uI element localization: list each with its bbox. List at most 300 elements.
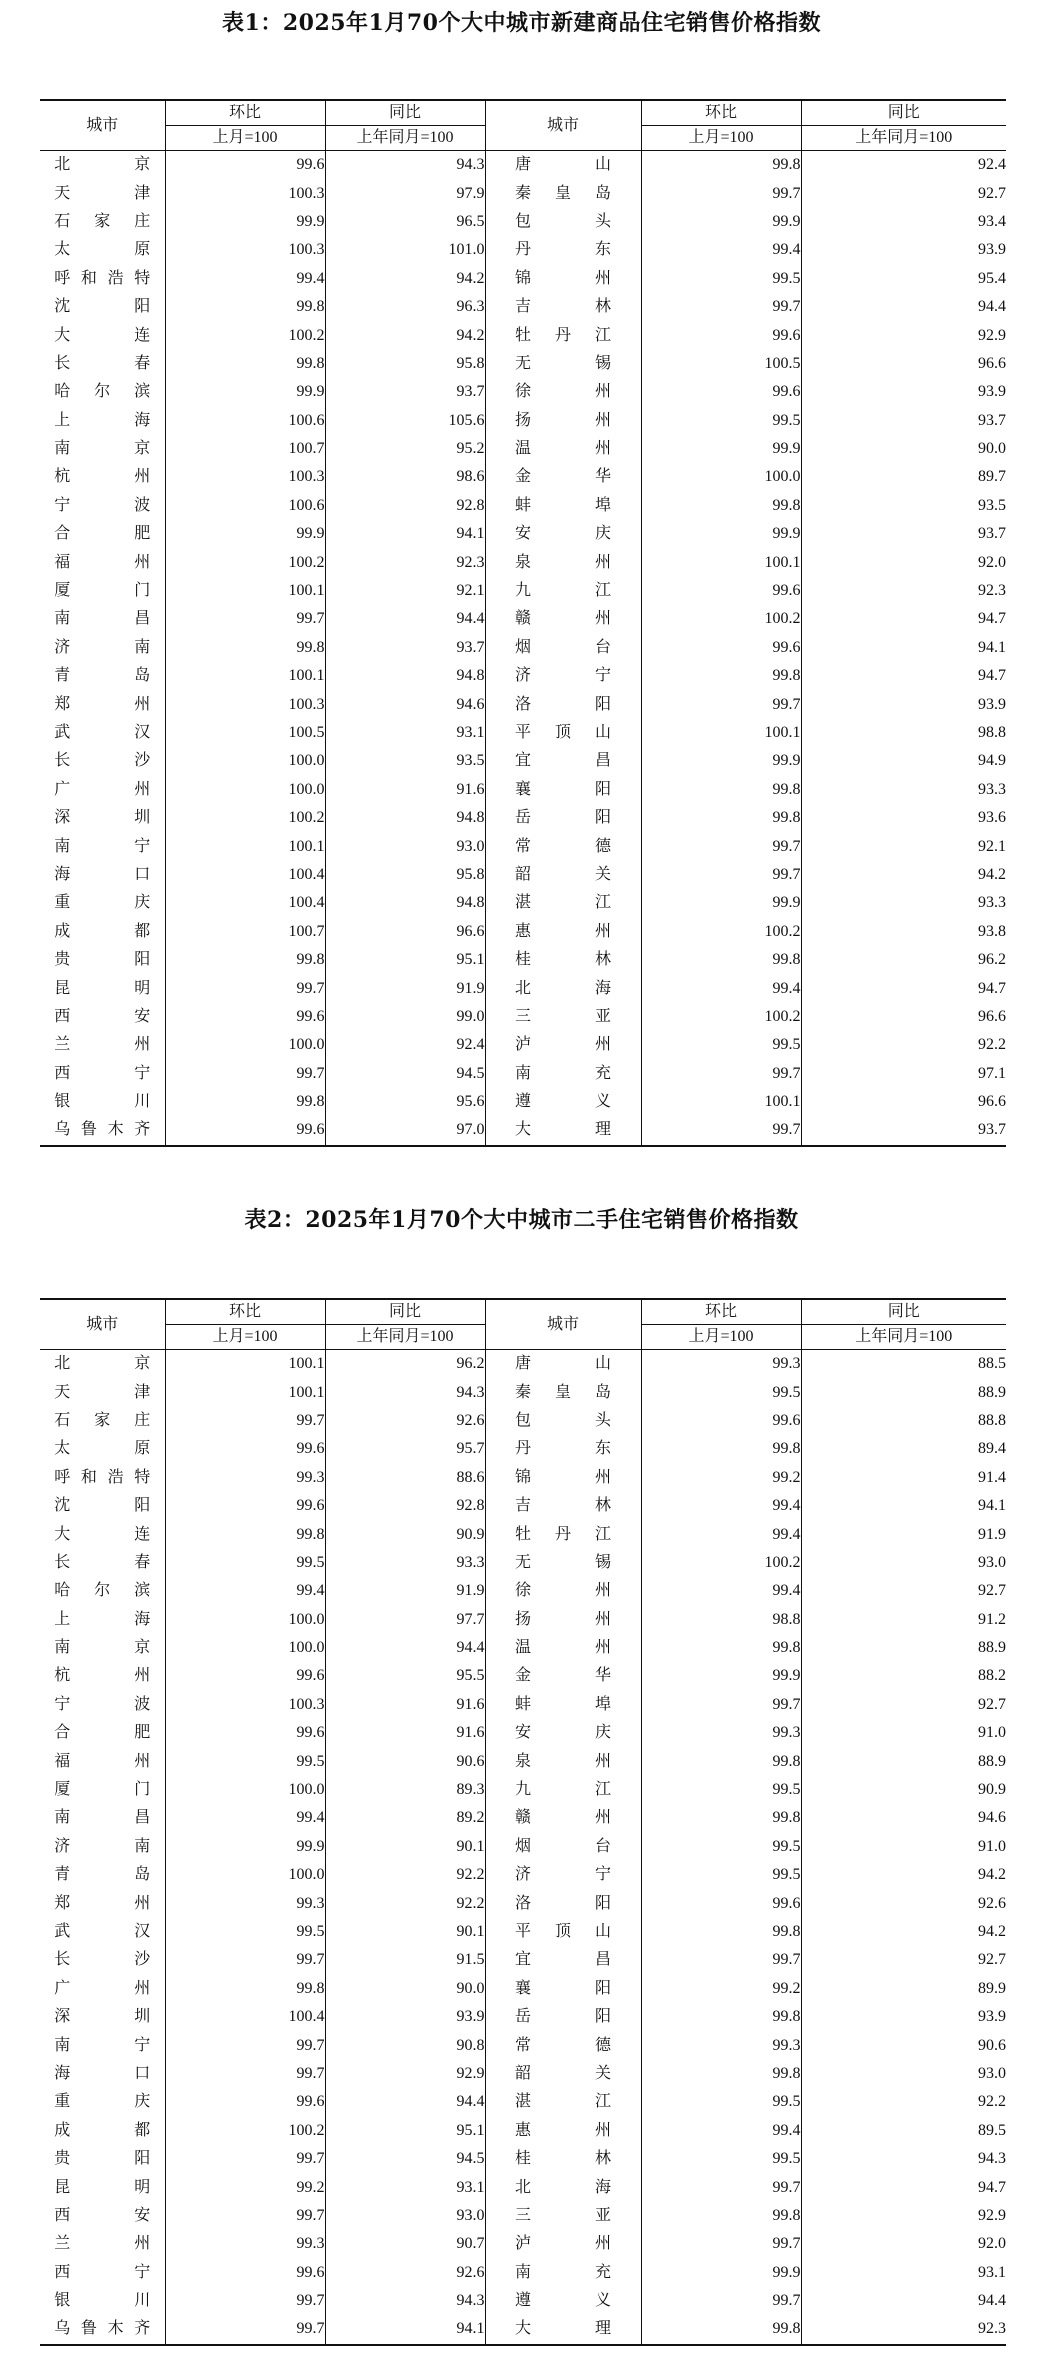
yoy-value: 93.9 [801, 690, 1006, 718]
yoy-value: 90.6 [325, 1747, 485, 1775]
mom-value: 99.5 [641, 1861, 801, 1889]
table-row [40, 1918, 1006, 1946]
mom-value: 99.8 [165, 350, 325, 378]
yoy-value: 90.7 [325, 2230, 485, 2258]
city-name: 三亚 [515, 1007, 611, 1025]
yoy-value: 92.4 [801, 151, 1006, 180]
yoy-value: 97.7 [325, 1606, 485, 1634]
city-name: 南充 [515, 2263, 611, 2281]
mom-value: 99.4 [641, 1577, 801, 1605]
city-name: 太原 [54, 241, 151, 259]
city-name: 湛江 [515, 894, 611, 912]
mom-value: 100.6 [165, 407, 325, 435]
yoy-value: 94.3 [325, 151, 485, 180]
city-cell [40, 974, 165, 1002]
yoy-value: 95.1 [325, 2117, 485, 2145]
city-cell [40, 1776, 165, 1804]
city-cell [485, 2031, 641, 2059]
city-cell [40, 1691, 165, 1719]
city-name: 三亚 [515, 2206, 611, 2224]
city-cell [485, 2060, 641, 2088]
city-cell [485, 918, 641, 946]
city-cell [40, 236, 165, 264]
yoy-value: 93.1 [801, 2259, 1006, 2287]
mom-value: 99.8 [641, 946, 801, 974]
table-row [40, 804, 1006, 832]
header-yoy-base: 上年同月=100 [325, 1325, 485, 1350]
city-name: 惠州 [515, 922, 611, 940]
city-cell [485, 1691, 641, 1719]
mom-value: 99.6 [641, 321, 801, 349]
city-name: 银川 [54, 2292, 151, 2310]
city-cell [485, 1747, 641, 1775]
table-row [40, 1691, 1006, 1719]
mom-value: 99.6 [165, 151, 325, 180]
city-name: 北京 [54, 156, 151, 174]
city-cell [485, 2287, 641, 2315]
city-name: 郑州 [54, 695, 151, 713]
mom-value: 99.6 [165, 1116, 325, 1145]
mom-value: 99.8 [165, 634, 325, 662]
yoy-value: 88.9 [801, 1747, 1006, 1775]
mom-value: 100.7 [165, 918, 325, 946]
header-mom: 环比 [165, 100, 325, 126]
city-cell [40, 151, 165, 180]
mom-value: 100.0 [165, 1776, 325, 1804]
city-name: 南京 [54, 440, 151, 458]
city-cell [40, 1975, 165, 2003]
city-cell [485, 179, 641, 207]
yoy-value: 93.0 [325, 832, 485, 860]
mom-value: 99.8 [641, 2060, 801, 2088]
city-name: 锦州 [515, 269, 611, 287]
table-row [40, 1088, 1006, 1116]
table-row [40, 2230, 1006, 2258]
mom-value: 99.7 [641, 293, 801, 321]
yoy-value: 94.1 [801, 634, 1006, 662]
mom-value: 99.4 [165, 1577, 325, 1605]
table-row [40, 634, 1006, 662]
yoy-value: 96.6 [801, 1003, 1006, 1031]
table-row [40, 690, 1006, 718]
yoy-value: 90.1 [325, 1918, 485, 1946]
table-row [40, 1520, 1006, 1548]
yoy-value: 93.7 [325, 634, 485, 662]
mom-value: 99.7 [641, 1691, 801, 1719]
yoy-value: 90.9 [325, 1520, 485, 1548]
city-cell [40, 2202, 165, 2230]
city-cell [40, 605, 165, 633]
yoy-value: 92.8 [325, 1492, 485, 1520]
city-name: 岳阳 [515, 2008, 611, 2026]
yoy-value: 90.6 [801, 2031, 1006, 2059]
city-name: 昆明 [54, 979, 151, 997]
city-cell [485, 747, 641, 775]
city-cell [40, 1492, 165, 1520]
city-name: 上海 [54, 1610, 151, 1628]
city-cell [40, 889, 165, 917]
city-name: 呼和浩特 [54, 269, 151, 287]
mom-value: 99.8 [165, 946, 325, 974]
table-row [40, 1946, 1006, 1974]
table-row [40, 407, 1006, 435]
city-cell [485, 662, 641, 690]
city-cell [485, 2173, 641, 2201]
yoy-value: 91.9 [801, 1520, 1006, 1548]
city-cell [485, 1889, 641, 1917]
yoy-value: 94.5 [325, 2145, 485, 2173]
city-cell [40, 1520, 165, 1548]
yoy-value: 92.3 [801, 577, 1006, 605]
yoy-value: 92.4 [325, 1031, 485, 1059]
table-row [40, 151, 1006, 180]
mom-value: 99.8 [641, 2202, 801, 2230]
yoy-value: 93.0 [801, 2060, 1006, 2088]
city-cell [40, 2060, 165, 2088]
table-row [40, 520, 1006, 548]
yoy-value: 93.6 [801, 804, 1006, 832]
city-cell [40, 1577, 165, 1605]
yoy-value: 93.3 [801, 889, 1006, 917]
city-cell [485, 1833, 641, 1861]
header-city: 城市 [485, 100, 641, 151]
city-cell [40, 1747, 165, 1775]
mom-value: 99.4 [641, 236, 801, 264]
table-row [40, 236, 1006, 264]
city-name: 合肥 [54, 525, 151, 543]
city-name: 贵阳 [54, 2150, 151, 2168]
mom-value: 99.5 [165, 1549, 325, 1577]
mom-value: 99.7 [165, 2202, 325, 2230]
yoy-value: 91.9 [325, 1577, 485, 1605]
yoy-value: 96.6 [325, 918, 485, 946]
mom-value: 99.2 [641, 1975, 801, 2003]
mom-value: 99.9 [165, 378, 325, 406]
city-cell [485, 2088, 641, 2116]
city-name: 襄阳 [515, 780, 611, 798]
city-name: 福州 [54, 553, 151, 571]
city-name: 石家庄 [54, 1411, 151, 1429]
mom-value: 99.9 [165, 208, 325, 236]
city-name: 洛阳 [515, 1894, 611, 1912]
city-name: 大连 [54, 1525, 151, 1543]
mom-value: 99.8 [641, 1804, 801, 1832]
mom-value: 99.5 [641, 1833, 801, 1861]
table-row [40, 1464, 1006, 1492]
mom-value: 99.4 [641, 2117, 801, 2145]
city-name: 福州 [54, 1752, 151, 1770]
city-cell [485, 776, 641, 804]
city-cell [40, 1060, 165, 1088]
table-row [40, 1350, 1006, 1379]
yoy-value: 96.5 [325, 208, 485, 236]
yoy-value: 89.9 [801, 1975, 1006, 2003]
city-name: 温州 [515, 440, 611, 458]
header-mom: 环比 [641, 1299, 801, 1325]
mom-value: 99.7 [641, 2287, 801, 2315]
yoy-value: 95.6 [325, 1088, 485, 1116]
city-cell [40, 492, 165, 520]
yoy-value: 88.6 [325, 1464, 485, 1492]
city-name: 海口 [54, 2064, 151, 2082]
yoy-value: 90.1 [325, 1833, 485, 1861]
mom-value: 100.4 [165, 889, 325, 917]
mom-value: 99.6 [641, 1889, 801, 1917]
yoy-value: 90.0 [801, 435, 1006, 463]
yoy-value: 93.7 [801, 1116, 1006, 1145]
table-row [40, 492, 1006, 520]
header-yoy-base: 上年同月=100 [801, 1325, 1006, 1350]
city-name: 西安 [54, 2206, 151, 2224]
mom-value: 99.5 [641, 1378, 801, 1406]
table-row [40, 2088, 1006, 2116]
city-name: 宁波 [54, 496, 151, 514]
city-name: 韶关 [515, 2064, 611, 2082]
city-cell [485, 2117, 641, 2145]
mom-value: 99.8 [641, 151, 801, 180]
mom-value: 99.7 [641, 2230, 801, 2258]
mom-value: 99.5 [641, 2088, 801, 2116]
city-name: 惠州 [515, 2121, 611, 2139]
city-cell [485, 435, 641, 463]
city-name: 大理 [515, 2320, 611, 2338]
city-name: 徐州 [515, 383, 611, 401]
table-row [40, 776, 1006, 804]
yoy-value: 92.6 [325, 2259, 485, 2287]
mom-value: 100.5 [165, 719, 325, 747]
city-cell [485, 1662, 641, 1690]
mom-value: 99.4 [641, 974, 801, 1002]
city-name: 赣州 [515, 610, 611, 628]
yoy-value: 91.9 [325, 974, 485, 1002]
city-cell [40, 861, 165, 889]
yoy-value: 92.3 [801, 2315, 1006, 2344]
mom-value: 99.9 [165, 1833, 325, 1861]
yoy-value: 92.9 [801, 321, 1006, 349]
city-cell [485, 2259, 641, 2287]
table-2-second-hand-homes [40, 1298, 1006, 2346]
city-name: 成都 [54, 2121, 151, 2139]
city-cell [485, 293, 641, 321]
city-name: 宜昌 [515, 752, 611, 770]
table-row [40, 1889, 1006, 1917]
mom-value: 99.8 [641, 492, 801, 520]
mom-value: 99.8 [641, 1747, 801, 1775]
city-name: 九江 [515, 1781, 611, 1799]
table-row [40, 1435, 1006, 1463]
table-row [40, 1804, 1006, 1832]
city-cell [485, 265, 641, 293]
city-name: 天津 [54, 184, 151, 202]
city-cell [485, 1804, 641, 1832]
city-name: 丹东 [515, 1440, 611, 1458]
yoy-value: 89.3 [325, 1776, 485, 1804]
mom-value: 99.5 [641, 407, 801, 435]
yoy-value: 90.0 [325, 1975, 485, 2003]
city-name: 泸州 [515, 2235, 611, 2253]
yoy-value: 93.9 [801, 236, 1006, 264]
city-name: 泉州 [515, 1752, 611, 1770]
city-name: 郑州 [54, 1894, 151, 1912]
table-row [40, 293, 1006, 321]
city-cell [485, 2145, 641, 2173]
table-row [40, 946, 1006, 974]
city-name: 重庆 [54, 2093, 151, 2111]
mom-value: 99.6 [641, 634, 801, 662]
table-row [40, 2031, 1006, 2059]
yoy-value: 93.1 [325, 2173, 485, 2201]
yoy-value: 92.0 [801, 2230, 1006, 2258]
yoy-value: 92.6 [325, 1407, 485, 1435]
table-row [40, 1003, 1006, 1031]
city-name: 昆明 [54, 2178, 151, 2196]
table-row [40, 2287, 1006, 2315]
city-name: 泉州 [515, 553, 611, 571]
city-name: 南宁 [54, 2036, 151, 2054]
city-name: 济南 [54, 638, 151, 656]
yoy-value: 92.9 [801, 2202, 1006, 2230]
city-name: 海口 [54, 865, 151, 883]
city-name: 西安 [54, 1007, 151, 1025]
yoy-value: 94.8 [325, 662, 485, 690]
city-name: 吉林 [515, 1497, 611, 1515]
yoy-value: 94.2 [325, 321, 485, 349]
mom-value: 100.0 [641, 463, 801, 491]
yoy-value: 91.6 [325, 1719, 485, 1747]
city-name: 北京 [54, 1355, 151, 1373]
mom-value: 99.6 [641, 1407, 801, 1435]
city-cell [40, 2287, 165, 2315]
yoy-value: 89.4 [801, 1435, 1006, 1463]
city-name: 无锡 [515, 1553, 611, 1571]
city-name: 长春 [54, 354, 151, 372]
table-row [40, 1975, 1006, 2003]
yoy-value: 96.3 [325, 293, 485, 321]
city-name: 锦州 [515, 1468, 611, 1486]
city-cell [40, 378, 165, 406]
city-name: 扬州 [515, 411, 611, 429]
mom-value: 99.9 [641, 2259, 801, 2287]
mom-value: 99.9 [641, 747, 801, 775]
table-row [40, 2145, 1006, 2173]
city-cell [485, 1464, 641, 1492]
header-yoy: 同比 [801, 100, 1006, 126]
table-row [40, 1776, 1006, 1804]
mom-value: 100.4 [165, 861, 325, 889]
table-row [40, 719, 1006, 747]
city-cell [40, 2259, 165, 2287]
yoy-value: 94.9 [801, 747, 1006, 775]
yoy-value: 95.7 [325, 1435, 485, 1463]
city-name: 大理 [515, 1121, 611, 1139]
yoy-value: 94.7 [801, 974, 1006, 1002]
city-cell [485, 1407, 641, 1435]
mom-value: 99.6 [165, 1435, 325, 1463]
city-cell [40, 776, 165, 804]
city-cell [40, 463, 165, 491]
city-cell [485, 350, 641, 378]
city-cell [485, 861, 641, 889]
city-cell [40, 1407, 165, 1435]
city-name: 常德 [515, 837, 611, 855]
yoy-value: 88.8 [801, 1407, 1006, 1435]
yoy-value: 89.2 [325, 1804, 485, 1832]
mom-value: 99.8 [165, 1975, 325, 2003]
yoy-value: 94.2 [801, 861, 1006, 889]
city-name: 厦门 [54, 582, 151, 600]
city-cell [40, 1088, 165, 1116]
header-mom-base: 上月=100 [165, 1325, 325, 1350]
table-row [40, 548, 1006, 576]
yoy-value: 94.6 [325, 690, 485, 718]
city-name: 洛阳 [515, 695, 611, 713]
mom-value: 100.1 [165, 1350, 325, 1379]
mom-value: 99.8 [641, 776, 801, 804]
table-row [40, 861, 1006, 889]
city-cell [40, 1350, 165, 1379]
mom-value: 99.7 [641, 832, 801, 860]
mom-value: 100.3 [165, 1691, 325, 1719]
city-name: 哈尔滨 [54, 1582, 151, 1600]
city-name: 徐州 [515, 1582, 611, 1600]
mom-value: 99.7 [165, 2145, 325, 2173]
mom-value: 99.6 [165, 2088, 325, 2116]
city-name: 秦皇岛 [515, 1383, 611, 1401]
yoy-value: 94.5 [325, 1060, 485, 1088]
city-name: 太原 [54, 1440, 151, 1458]
table-row [40, 350, 1006, 378]
table-1-body [40, 151, 1006, 1146]
city-cell [40, 747, 165, 775]
city-name: 九江 [515, 582, 611, 600]
yoy-value: 93.9 [325, 2003, 485, 2031]
city-cell [40, 208, 165, 236]
city-cell [485, 520, 641, 548]
yoy-value: 97.0 [325, 1116, 485, 1145]
city-name: 呼和浩特 [54, 1468, 151, 1486]
yoy-value: 94.3 [325, 1378, 485, 1406]
header-yoy: 同比 [325, 1299, 485, 1325]
yoy-value: 91.4 [801, 1464, 1006, 1492]
table-row [40, 463, 1006, 491]
city-name: 石家庄 [54, 212, 151, 230]
yoy-value: 94.7 [801, 605, 1006, 633]
mom-value: 100.0 [165, 776, 325, 804]
city-name: 南宁 [54, 837, 151, 855]
mom-value: 99.7 [641, 1116, 801, 1145]
city-cell [40, 1116, 165, 1145]
city-name: 襄阳 [515, 1979, 611, 1997]
yoy-value: 94.2 [801, 1861, 1006, 1889]
mom-value: 99.7 [165, 974, 325, 1002]
yoy-value: 92.0 [801, 548, 1006, 576]
yoy-value: 92.2 [801, 2088, 1006, 2116]
city-cell [485, 1719, 641, 1747]
mom-value: 99.8 [641, 2003, 801, 2031]
city-cell [485, 1492, 641, 1520]
city-name: 长春 [54, 1553, 151, 1571]
header-mom-base: 上月=100 [641, 126, 801, 151]
mom-value: 100.0 [165, 1634, 325, 1662]
city-cell [40, 2003, 165, 2031]
header-yoy-base: 上年同月=100 [325, 126, 485, 151]
city-cell [485, 832, 641, 860]
yoy-value: 98.8 [801, 719, 1006, 747]
mom-value: 100.2 [641, 605, 801, 633]
mom-value: 99.8 [165, 1088, 325, 1116]
city-name: 重庆 [54, 894, 151, 912]
city-cell [485, 492, 641, 520]
